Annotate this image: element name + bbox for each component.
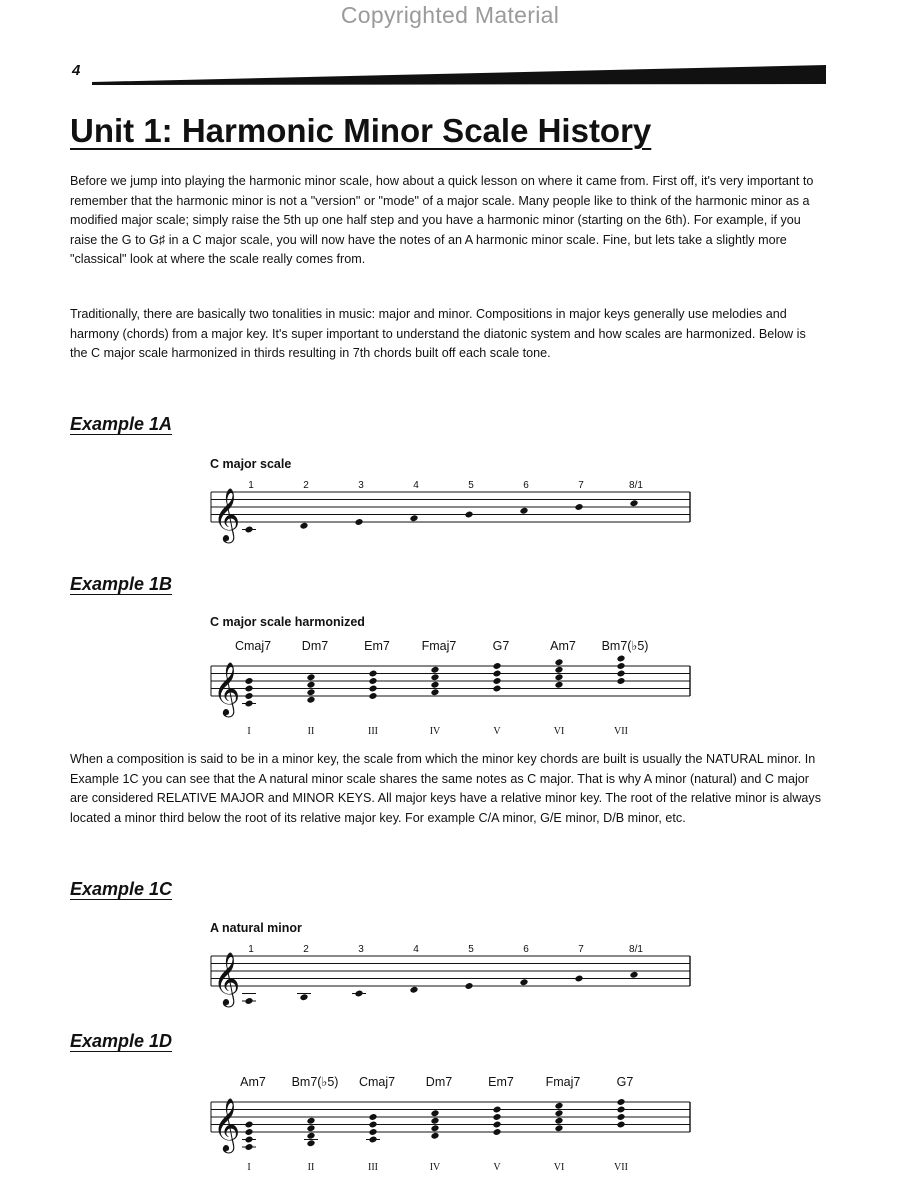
- chord-note-head: [306, 681, 315, 689]
- chord-note-head: [554, 1109, 563, 1117]
- chord-note-head: [244, 677, 253, 685]
- scale-degree-label: 5: [468, 944, 474, 955]
- scale-degree-label: 5: [468, 480, 474, 491]
- note-head: [299, 522, 308, 530]
- chord-note-head: [616, 1106, 625, 1114]
- scale-degree-label: 3: [358, 480, 364, 491]
- header-bar-graphic: [72, 60, 826, 90]
- note-head: [409, 514, 418, 522]
- chord-note-head: [368, 1113, 377, 1121]
- chord-symbol: Fmaj7: [421, 639, 457, 653]
- chord-note-head: [492, 677, 501, 685]
- note-head: [464, 511, 473, 519]
- treble-clef-icon: 𝄞: [213, 951, 241, 1005]
- scale-degree-label: 3: [358, 944, 364, 955]
- roman-numeral: VI: [553, 1162, 565, 1173]
- unit-title: Unit 1: Harmonic Minor Scale History: [70, 112, 652, 149]
- chord-note-head: [554, 1124, 563, 1132]
- chord-symbol: Cmaj7: [358, 1075, 396, 1089]
- note-head: [519, 507, 528, 515]
- roman-numeral: V: [493, 726, 501, 737]
- chord-note-head: [492, 685, 501, 693]
- chord-note-head: [430, 666, 439, 674]
- scale-degree-label: 1: [248, 480, 254, 491]
- scale-degree-label: 7: [578, 944, 584, 955]
- note-head: [629, 971, 638, 979]
- scale-degree-label: 8/1: [629, 944, 643, 955]
- chord-note-head: [244, 700, 253, 708]
- roman-numeral: IV: [429, 726, 441, 737]
- chord-note-head: [492, 1128, 501, 1136]
- note-head: [354, 518, 363, 526]
- chord-note-head: [616, 1113, 625, 1121]
- chord-symbol: Em7: [488, 1075, 514, 1089]
- chord-symbol: G7: [616, 1075, 634, 1089]
- chord-note-head: [368, 692, 377, 700]
- note-head: [299, 993, 308, 1001]
- example-1a-title: Example 1A: [70, 414, 173, 434]
- chord-note-head: [368, 1136, 377, 1144]
- chord-note-head: [554, 681, 563, 689]
- treble-clef-icon: 𝄞: [213, 661, 241, 715]
- example-1c-staff: [205, 942, 695, 1012]
- chord-symbol: Dm7: [301, 639, 329, 653]
- chord-note-head: [368, 670, 377, 678]
- scale-degree-label: 2: [303, 480, 309, 491]
- scale-degree-label: 6: [523, 944, 529, 955]
- example-1b-title: Example 1B: [70, 574, 173, 594]
- note-head: [629, 499, 638, 507]
- chord-note-head: [554, 658, 563, 666]
- chord-symbol: Bm7(♭5): [291, 1075, 339, 1089]
- chord-note-head: [616, 655, 625, 663]
- treble-clef-icon: 𝄞: [213, 1097, 241, 1151]
- roman-numeral: III: [368, 1162, 378, 1173]
- note-head: [464, 982, 473, 990]
- scale-degree-label: 4: [413, 480, 419, 491]
- chord-symbol: Dm7: [425, 1075, 453, 1089]
- chord-note-head: [306, 1124, 315, 1132]
- chord-note-head: [616, 1121, 625, 1129]
- page-header: [72, 60, 826, 90]
- intro-paragraph: Before we jump into playing the harmonic minor scale, how about a quick lesson on where it came from. First off, it's very important to remember that the harmonic minor is not a "version" or "mode" of a major scale. Many people like to think of the harmonic minor as a modified major scale; simply raise the 5th up one half step and you have a harmonic minor (starting on the 6th). For example, if you raise the G to G♯ in a C major scale, you will now have the notes of an A harmonic minor scale. Fine, but lets take a slightly more "classical" look at where the scale really comes from.: [70, 174, 814, 266]
- chord-note-head: [492, 1106, 501, 1114]
- chord-note-head: [492, 670, 501, 678]
- chord-note-head: [616, 662, 625, 670]
- chord-note-head: [430, 1109, 439, 1117]
- chord-symbol: Am7: [240, 1075, 266, 1089]
- chord-symbol: Em7: [364, 639, 390, 653]
- chord-note-head: [244, 1121, 253, 1129]
- roman-numeral: V: [493, 1162, 501, 1173]
- chord-note-head: [244, 692, 253, 700]
- chord-note-head: [306, 1139, 315, 1147]
- chord-note-head: [368, 1128, 377, 1136]
- example-1d-title: Example 1D: [70, 1031, 173, 1051]
- chord-note-head: [616, 670, 625, 678]
- chord-note-head: [554, 673, 563, 681]
- chord-note-head: [430, 1124, 439, 1132]
- example-1a-staff: [205, 478, 695, 548]
- chord-note-head: [430, 681, 439, 689]
- note-head: [244, 997, 253, 1005]
- chord-note-head: [368, 677, 377, 685]
- roman-numeral: VII: [614, 726, 628, 737]
- chord-note-head: [244, 685, 253, 693]
- example-1a-label: C major scale: [210, 457, 292, 471]
- roman-numeral: I: [247, 726, 251, 737]
- chord-symbol: G7: [492, 639, 510, 653]
- chord-note-head: [306, 696, 315, 704]
- roman-numeral: II: [307, 1162, 315, 1173]
- chord-note-head: [616, 1098, 625, 1106]
- chord-note-head: [554, 1117, 563, 1125]
- chord-note-head: [244, 1143, 253, 1151]
- chord-note-head: [492, 1121, 501, 1129]
- example-1d-staff: [205, 1066, 695, 1173]
- chord-note-head: [368, 685, 377, 693]
- chord-note-head: [430, 688, 439, 696]
- minor-key-paragraph: When a composition is said to be in a minor key, the scale from which the minor key chords are built is usually the NATURAL minor. In Example 1C you can see that the A natural minor scale shares the same notes as C major. That is why A minor (natural) and C major are considered RELATIVE MAJOR and MINOR KEYS. All major keys have a relative minor key. The root of the relative minor is always located a minor third below the root of its relative major key. For example C/A minor, G/E minor, D/B minor, etc.: [70, 752, 822, 825]
- scale-degree-label: 2: [303, 944, 309, 955]
- chord-note-head: [306, 1132, 315, 1140]
- chord-note-head: [554, 1102, 563, 1110]
- chord-symbol: Am7: [550, 639, 576, 653]
- scale-degree-label: 8/1: [629, 480, 643, 491]
- chord-note-head: [492, 662, 501, 670]
- chord-note-head: [430, 1117, 439, 1125]
- roman-numeral: IV: [429, 1162, 441, 1173]
- treble-clef-icon: 𝄞: [213, 487, 241, 541]
- example-1b-label: C major scale harmonized: [210, 615, 365, 629]
- roman-numeral: II: [307, 726, 315, 737]
- chord-note-head: [244, 1128, 253, 1136]
- example-1c-label: A natural minor: [210, 921, 302, 935]
- chord-note-head: [430, 1132, 439, 1140]
- roman-numeral: VII: [614, 1162, 628, 1173]
- scale-degree-label: 7: [578, 480, 584, 491]
- chord-note-head: [244, 1136, 253, 1144]
- chord-symbol: Fmaj7: [545, 1075, 581, 1089]
- chord-note-head: [306, 1117, 315, 1125]
- note-head: [354, 990, 363, 998]
- chord-note-head: [616, 677, 625, 685]
- roman-numeral: I: [247, 1162, 251, 1173]
- chord-note-head: [554, 666, 563, 674]
- chord-note-head: [306, 688, 315, 696]
- note-head: [244, 526, 253, 534]
- page-number: 4: [72, 62, 81, 79]
- note-head: [409, 986, 418, 994]
- note-head: [574, 503, 583, 511]
- scale-degree-label: 4: [413, 944, 419, 955]
- chord-symbol: Cmaj7: [234, 639, 272, 653]
- chord-symbol: Bm7(♭5): [601, 639, 649, 653]
- chord-note-head: [306, 673, 315, 681]
- tonality-paragraph: Traditionally, there are basically two tonalities in music: major and minor. Compositions in major keys generally use melodies and harmony (chords) from a major key. It's super important to understand the diatonic system and how scales are harmonized. Below is the C major scale harmonized in thirds resulting in 7th chords built off each scale tone.: [70, 307, 806, 360]
- example-1c-title: Example 1C: [70, 879, 173, 899]
- roman-numeral: III: [368, 726, 378, 737]
- note-head: [519, 978, 528, 986]
- chord-note-head: [492, 1113, 501, 1121]
- example-1b-staff: [205, 630, 695, 737]
- note-head: [574, 975, 583, 983]
- chord-note-head: [430, 673, 439, 681]
- copyright-watermark: Copyrighted Material: [340, 2, 560, 28]
- scale-degree-label: 1: [248, 944, 254, 955]
- scale-degree-label: 6: [523, 480, 529, 491]
- chord-note-head: [368, 1121, 377, 1129]
- roman-numeral: VI: [553, 726, 565, 737]
